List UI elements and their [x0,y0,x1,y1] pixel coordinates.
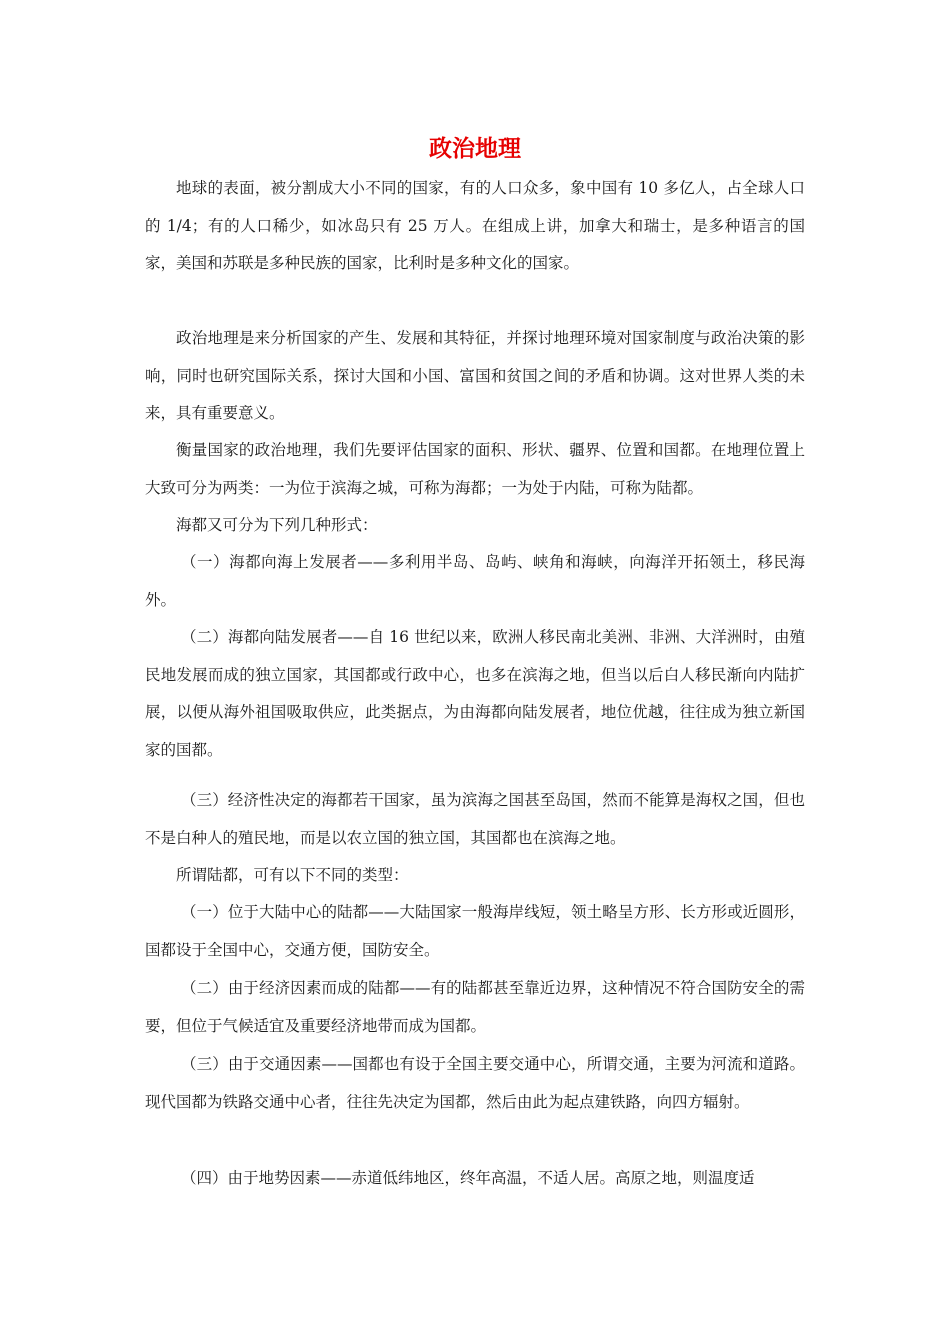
paragraph-assessment: 衡量国家的政治地理，我们先要评估国家的面积、形状、疆界、位置和国都。在地理位置上大致可分为两类：一为位于滨海之城，可称为海都；一为处于内陆，可称为陆都。 [145,441,805,497]
paragraph-coastal-3: （三）经济性决定的海都若干国家，虽为滨海之国甚至岛国，然而不能算是海权之国，但也不是白种人的殖民地，而是以农立国的独立国，其国都也在滨海之地。 [145,791,805,847]
paragraph-inland-1: （一）位于大陆中心的陆都——大陆国家一般海岸线短，领土略呈方形、长方形或近圆形，国都设于全国中心，交通方便，国防安全。 [145,903,805,959]
paragraph-coastal-2: （二）海都向陆发展者——自 16 世纪以来，欧洲人移民南北美洲、非洲、大洋洲时，由殖民地发展而成的独立国家，其国都或行政中心，也多在滨海之地，但当以后白人移民渐向内陆扩展，以便从海外祖国吸取供应，此类据点，为由海都向陆发展者，地位优越，往往成为独立新国家的国都。 [145,628,805,759]
paragraph-inland-2: （二）由于经济因素而成的陆都——有的陆都甚至靠近边界，这种情况不符合国防安全的需要，但位于气候适宜及重要经济地带而成为国都。 [145,979,805,1035]
paragraph-coastal-1: （一）海都向海上发展者——多利用半岛、岛屿、峡角和海峡，向海洋开拓领土，移民海外。 [145,553,805,609]
paragraph-inland-4: （四）由于地势因素——赤道低纬地区，终年高温，不适人居。高原之地，则温度适 [181,1169,755,1187]
paragraph-intro: 地球的表面，被分割成大小不同的国家，有的人口众多，象中国有 10 多亿人，占全球人口的 1/4；有的人口稀少，如冰岛只有 25 万人。在组成上讲，加拿大和瑞士，是多种语言的国家，美国和苏联是多种民族的国家，比利时是多种文化的国家。 [145,179,805,272]
paragraph-inland-capital-heading: 所谓陆都，可有以下不同的类型： [176,866,409,884]
paragraph-coastal-capital-heading: 海都又可分为下列几种形式： [176,516,378,534]
paragraph-definition: 政治地理是来分析国家的产生、发展和其特征，并探讨地理环境对国家制度与政治决策的影响，同时也研究国际关系，探讨大国和小国、富国和贫国之间的矛盾和协调。这对世界人类的未来，具有重要意义。 [145,329,805,422]
paragraph-inland-3: （三）由于交通因素——国都也有设于全国主要交通中心，所谓交通，主要为河流和道路。现代国都为铁路交通中心者，往往先决定为国都，然后由此为起点建铁路，向四方辐射。 [145,1055,805,1111]
document-title: 政治地理 [429,136,521,162]
